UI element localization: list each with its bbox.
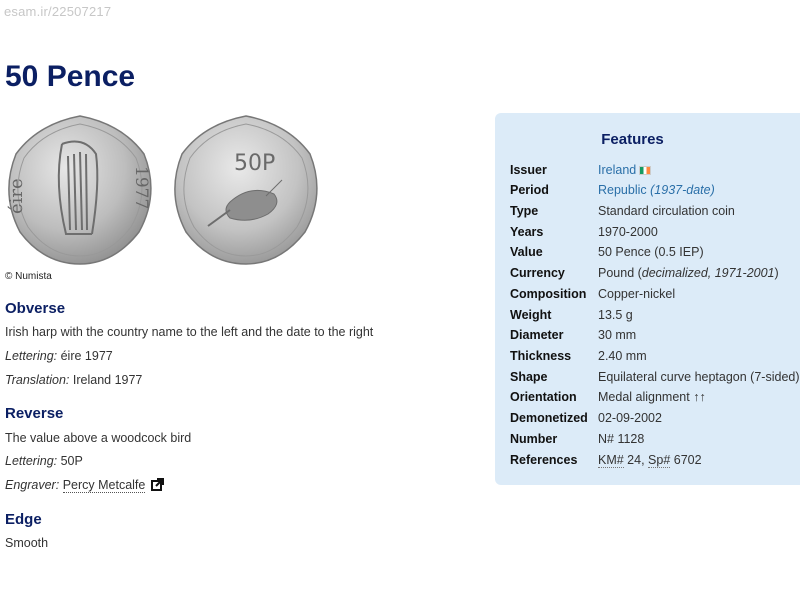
feature-label: Composition bbox=[510, 287, 587, 301]
watermark: esam.ir/22507217 bbox=[4, 4, 112, 19]
obverse-lettering bbox=[5, 349, 113, 363]
feature-value: Copper-nickel bbox=[598, 287, 676, 301]
period-link[interactable]: Republic (1937-date) bbox=[598, 183, 715, 197]
image-credit: © Numista bbox=[5, 271, 52, 282]
ireland-flag-icon bbox=[639, 166, 651, 175]
feature-value: Medal alignment ↑↑ bbox=[598, 390, 706, 404]
feature-value: KM# 24, Sp# 6702 bbox=[598, 453, 702, 467]
edge-description: Smooth bbox=[5, 536, 49, 550]
reverse-description: The value above a woodcock bird bbox=[5, 431, 192, 445]
km-reference-abbr[interactable]: KM# bbox=[598, 453, 624, 467]
reverse-lettering-label: Lettering: bbox=[5, 454, 58, 468]
feature-label: References bbox=[510, 453, 578, 467]
external-link-icon[interactable] bbox=[151, 478, 164, 491]
feature-label: Demonetized bbox=[510, 411, 588, 425]
reverse-heading: Reverse bbox=[5, 405, 64, 422]
feature-label: Shape bbox=[510, 370, 548, 384]
obverse-lettering-value: éire 1977 bbox=[60, 349, 113, 363]
issuer-link[interactable]: Ireland bbox=[598, 163, 651, 177]
obverse-translation bbox=[5, 373, 142, 387]
reverse-engraver bbox=[5, 478, 164, 492]
feature-value: 30 mm bbox=[598, 328, 637, 342]
edge-heading: Edge bbox=[5, 511, 42, 528]
obverse-lettering-label: Lettering: bbox=[5, 349, 58, 363]
feature-value: Equilateral curve heptagon (7-sided) bbox=[598, 370, 800, 384]
features-panel bbox=[495, 113, 800, 485]
reverse-value-text: 50P bbox=[234, 151, 276, 176]
obverse-description: Irish harp with the country name to the left and the date to the right bbox=[5, 325, 374, 339]
feature-value: 50 Pence (0.5 IEP) bbox=[598, 245, 704, 259]
reverse-engraver-label: Engraver: bbox=[5, 478, 60, 492]
feature-value: 02-09-2002 bbox=[598, 411, 662, 425]
feature-value: 2.40 mm bbox=[598, 349, 647, 363]
sp-reference-abbr[interactable]: Sp# bbox=[648, 453, 671, 467]
feature-label: Issuer bbox=[510, 163, 547, 177]
coin-reverse-image[interactable] bbox=[170, 114, 322, 266]
features-heading: Features bbox=[601, 131, 664, 148]
feature-value: 1970-2000 bbox=[598, 225, 658, 239]
reverse-lettering bbox=[5, 454, 83, 468]
feature-value: N# 1128 bbox=[598, 432, 645, 446]
coin-obverse-image[interactable] bbox=[4, 114, 156, 266]
page-title: 50 Pence bbox=[5, 60, 136, 93]
feature-value: 13.5 g bbox=[598, 308, 633, 322]
feature-label: Diameter bbox=[510, 328, 564, 342]
feature-label: Thickness bbox=[510, 349, 572, 363]
obverse-translation-label: Translation: bbox=[5, 373, 70, 387]
reverse-lettering-value: 50P bbox=[60, 454, 83, 468]
engraver-link[interactable]: Percy Metcalfe bbox=[62, 478, 146, 492]
feature-label: Currency bbox=[510, 266, 565, 280]
feature-value: Pound (decimalized, 1971-2001) bbox=[598, 266, 779, 280]
feature-label: Type bbox=[510, 204, 539, 218]
feature-label: Value bbox=[510, 245, 543, 259]
coin-images bbox=[4, 114, 324, 272]
feature-value: Standard circulation coin bbox=[598, 204, 735, 218]
feature-label: Weight bbox=[510, 308, 552, 322]
obverse-translation-value: Ireland 1977 bbox=[72, 373, 143, 387]
feature-label: Orientation bbox=[510, 390, 577, 404]
feature-label: Period bbox=[510, 183, 549, 197]
obverse-date-text: 1977 bbox=[131, 166, 151, 210]
obverse-heading: Obverse bbox=[5, 300, 66, 317]
obverse-country-text: éire bbox=[6, 178, 27, 214]
feature-label: Number bbox=[510, 432, 558, 446]
feature-label: Years bbox=[510, 225, 544, 239]
